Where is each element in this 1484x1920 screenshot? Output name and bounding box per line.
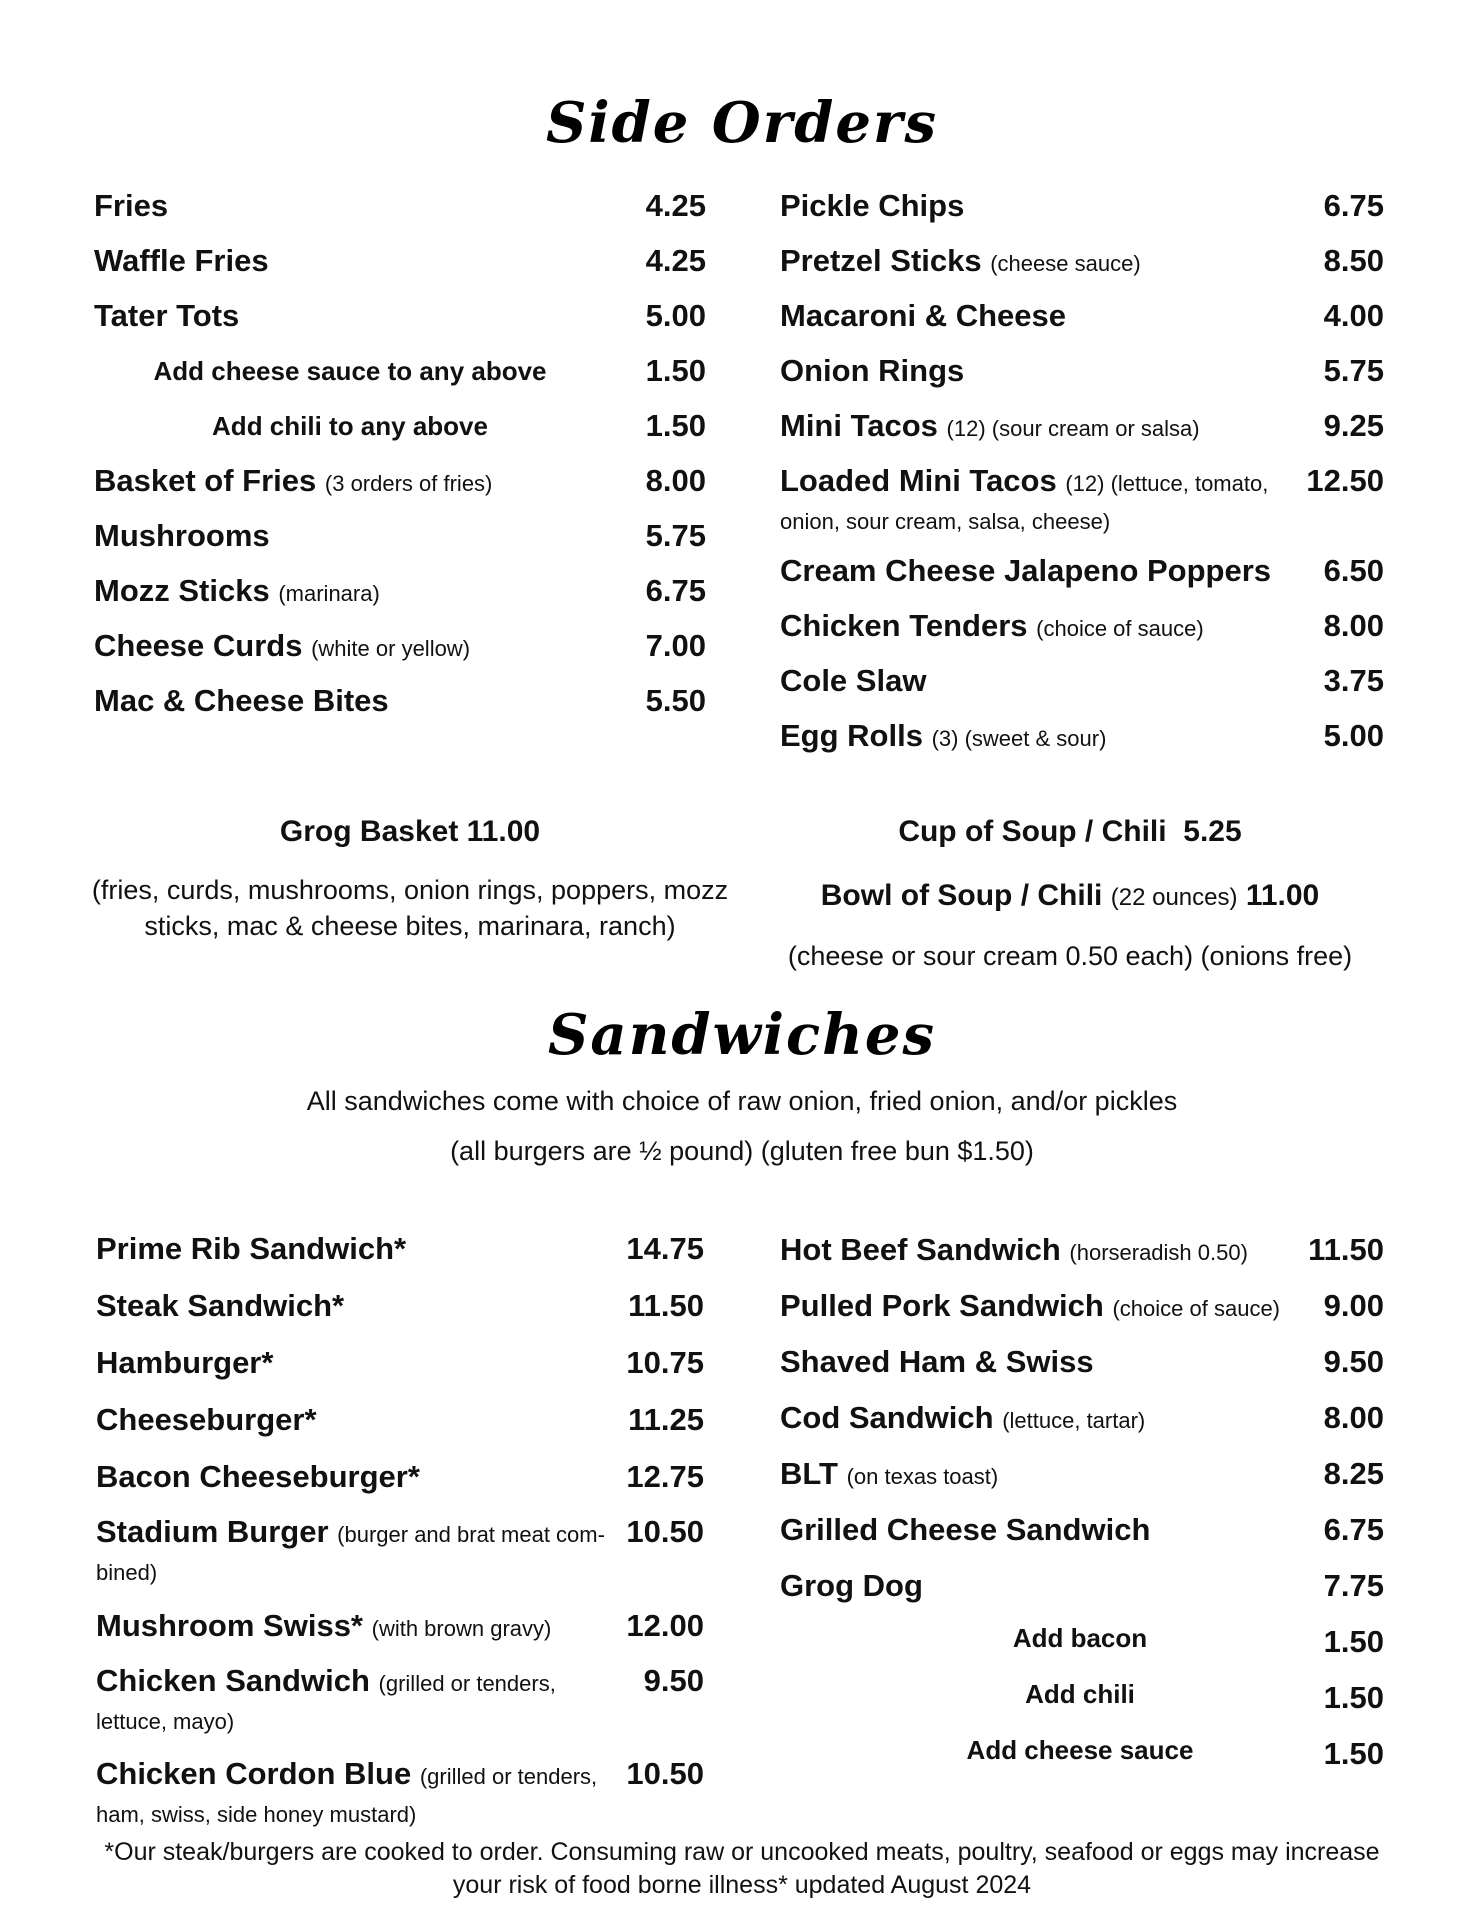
item-note-continued: lettuce, mayo) [96, 1709, 235, 1734]
item-note: (choice of sauce) [1112, 1296, 1281, 1321]
item-price: 1.50 [1323, 1736, 1384, 1771]
item-name: Cole Slaw [780, 663, 927, 698]
item-note: (horseradish 0.50) [1069, 1240, 1248, 1265]
item-price: 8.00 [645, 463, 706, 498]
item-note: (3 orders of fries) [324, 471, 493, 496]
footer-line: your risk of food borne illness* updated August 2024 [452, 1871, 1032, 1899]
menu-item [96, 1512, 704, 1606]
menu-item [96, 1606, 704, 1661]
item-price: 9.50 [1323, 1344, 1384, 1379]
item-name: Loaded Mini Tacos (12) (lettuce, tomato, [780, 463, 1269, 498]
menu-item [780, 1286, 1384, 1342]
item-price: 6.75 [1323, 1512, 1384, 1547]
item-name: Chicken Tenders (choice of sauce) [780, 608, 1204, 643]
menu-item [94, 296, 706, 351]
menu-item [94, 241, 706, 296]
item-price: 6.75 [645, 573, 706, 608]
item-name: Pickle Chips [780, 188, 965, 223]
menu-item [780, 1510, 1384, 1566]
item-price: 1.50 [1323, 1680, 1384, 1715]
item-name: Macaroni & Cheese [780, 298, 1066, 333]
item-price: 7.75 [1323, 1568, 1384, 1603]
item-note-continued: ham, swiss, side honey mustard) [96, 1802, 417, 1827]
item-note: (grilled or tenders, [378, 1671, 556, 1696]
item-price: 6.50 [1323, 553, 1384, 588]
soup-extras: (cheese or sour cream 0.50 each) (onions free) [787, 941, 1353, 971]
item-price: 9.25 [1323, 408, 1384, 443]
addon-item [780, 1730, 1384, 1786]
addon-label: Add cheese sauce [966, 1735, 1194, 1765]
item-name: Cod Sandwich (lettuce, tartar) [780, 1400, 1146, 1435]
item-name: Mac & Cheese Bites [94, 683, 389, 718]
item-name: Pretzel Sticks (cheese sauce) [780, 243, 1141, 278]
item-price: 1.50 [1323, 1624, 1384, 1659]
menu-item [96, 1661, 704, 1754]
cup-soup: Cup of Soup / Chili 5.25 [898, 815, 1242, 848]
item-note: (white or yellow) [311, 636, 471, 661]
menu-item [780, 296, 1384, 351]
item-name: Chicken Cordon Blue (grilled or tenders, [96, 1756, 598, 1791]
item-price: 11.25 [628, 1402, 704, 1437]
menu-item [94, 571, 706, 626]
addon-item [94, 351, 706, 406]
addon-item [780, 1618, 1384, 1674]
item-price: 6.75 [1323, 188, 1384, 223]
item-name: Prime Rib Sandwich* [96, 1231, 407, 1266]
item-name: Basket of Fries (3 orders of fries) [94, 463, 493, 498]
item-name: Bacon Cheeseburger* [96, 1459, 420, 1494]
item-name: Mini Tacos (12) (sour cream or salsa) [780, 408, 1200, 443]
addon-label: Add chili to any above [212, 411, 488, 441]
item-name: Cream Cheese Jalapeno Poppers [780, 553, 1272, 588]
item-note: (choice of sauce) [1036, 616, 1204, 641]
item-name: Hamburger* [96, 1345, 274, 1380]
grog-basket-desc: (fries, curds, mushrooms, onion rings, poppers, mozz [91, 875, 729, 905]
sandwiches-left-column [96, 1229, 704, 1844]
item-price: 1.50 [645, 408, 706, 443]
item-price: 9.50 [643, 1663, 704, 1698]
menu-item [780, 186, 1384, 241]
sandwiches-right-column [780, 1230, 1384, 1786]
item-note: (grilled or tenders, [419, 1764, 598, 1789]
item-price: 10.50 [626, 1514, 704, 1549]
addon-item [94, 406, 706, 461]
item-price: 4.25 [645, 188, 706, 223]
item-price: 12.50 [1306, 463, 1384, 498]
item-note: (on texas toast) [846, 1464, 999, 1489]
item-price: 10.75 [626, 1345, 704, 1380]
item-price: 8.25 [1323, 1456, 1384, 1491]
item-name: Waffle Fries [94, 243, 269, 278]
grog-basket-title: Grog Basket 11.00 [279, 815, 541, 848]
item-note: (12) (lettuce, tomato, [1065, 471, 1269, 496]
item-note: (marinara) [278, 581, 380, 606]
item-price: 5.75 [645, 518, 706, 553]
menu-item [94, 626, 706, 681]
item-price: 7.00 [645, 628, 706, 663]
addon-label: Add chili [1025, 1679, 1135, 1709]
footer-disclaimer [60, 1836, 1424, 1902]
item-price: 3.75 [1323, 663, 1384, 698]
menu-item [96, 1400, 704, 1457]
item-name: Grog Dog [780, 1568, 923, 1603]
item-price: 11.50 [1308, 1232, 1384, 1267]
side-orders-right-column [780, 186, 1384, 771]
item-price: 4.25 [645, 243, 706, 278]
item-note: (with brown gravy) [371, 1616, 552, 1641]
item-price: 5.00 [645, 298, 706, 333]
item-price: 8.50 [1323, 243, 1384, 278]
sandwiches-subtitle: All sandwiches come with choice of raw onion, fried onion, and/or pickles [306, 1086, 1178, 1116]
item-name: Cheeseburger* [96, 1402, 317, 1437]
grog-basket [80, 812, 740, 944]
menu-item [780, 606, 1384, 661]
menu-item [780, 406, 1384, 461]
menu-item [94, 516, 706, 571]
item-name: Shaved Ham & Swiss [780, 1344, 1094, 1379]
item-price: 5.75 [1323, 353, 1384, 388]
item-price: 11.50 [628, 1288, 704, 1323]
menu-item [96, 1229, 704, 1286]
item-name: Stadium Burger (burger and brat meat com- [96, 1514, 605, 1549]
menu-item [780, 241, 1384, 296]
menu-item [96, 1754, 704, 1844]
item-price: 5.50 [645, 683, 706, 718]
item-price: 4.00 [1323, 298, 1384, 333]
item-note-continued: onion, sour cream, salsa, cheese) [780, 509, 1111, 534]
menu-item [780, 716, 1384, 771]
item-name: Onion Rings [780, 353, 965, 388]
menu-item [780, 461, 1384, 551]
item-note-continued: bined) [96, 1560, 158, 1585]
item-price: 14.75 [626, 1231, 704, 1266]
grog-basket-desc: sticks, mac & cheese bites, marinara, ranch) [144, 911, 676, 941]
sandwiches-subtitle: (all burgers are ½ pound) (gluten free bun $1.50) [450, 1136, 1034, 1166]
item-name: Mushrooms [94, 518, 270, 553]
side-orders-title: Side Orders [545, 90, 939, 156]
item-note: (12) (sour cream or salsa) [946, 416, 1200, 441]
soup-chili [760, 812, 1380, 974]
menu-item [96, 1457, 704, 1512]
item-price: 5.00 [1323, 718, 1384, 753]
sandwiches-title: Sandwiches [547, 1002, 937, 1068]
addon-label: Add bacon [1012, 1623, 1148, 1653]
item-name: Cheese Curds (white or yellow) [94, 628, 471, 663]
item-price: 9.00 [1323, 1288, 1384, 1323]
menu-item [780, 1230, 1384, 1286]
item-price: 1.50 [645, 353, 706, 388]
menu-item [780, 661, 1384, 716]
item-name: Tater Tots [94, 298, 240, 333]
addon-item [780, 1674, 1384, 1730]
menu-item [780, 1454, 1384, 1510]
item-note: (burger and brat meat com- [337, 1522, 605, 1547]
addon-label: Add cheese sauce to any above [153, 356, 547, 386]
menu-item [780, 551, 1384, 606]
item-name: BLT (on texas toast) [780, 1456, 999, 1491]
item-note: (cheese sauce) [990, 251, 1141, 276]
menu-item [96, 1343, 704, 1400]
menu-item [94, 186, 706, 241]
menu-item [94, 681, 706, 736]
item-name: Pulled Pork Sandwich (choice of sauce) [780, 1288, 1281, 1323]
menu-item [780, 1398, 1384, 1454]
item-name: Mozz Sticks (marinara) [94, 573, 380, 608]
menu-item [780, 1566, 1384, 1618]
item-name: Mushroom Swiss* (with brown gravy) [96, 1608, 552, 1643]
menu-item [96, 1286, 704, 1343]
item-name: Steak Sandwich* [96, 1288, 345, 1323]
item-price: 10.50 [626, 1756, 704, 1791]
side-orders-left-column [94, 186, 706, 736]
item-price: 12.75 [626, 1459, 704, 1494]
item-name: Chicken Sandwich (grilled or tenders, [96, 1663, 556, 1698]
item-name: Hot Beef Sandwich (horseradish 0.50) [780, 1232, 1248, 1267]
item-price: 8.00 [1323, 608, 1384, 643]
item-note: (3) (sweet & sour) [931, 726, 1107, 751]
item-name: Grilled Cheese Sandwich [780, 1512, 1151, 1547]
menu-item [94, 461, 706, 516]
item-name: Egg Rolls (3) (sweet & sour) [780, 718, 1107, 753]
footer-line: *Our steak/burgers are cooked to order. Consuming raw or uncooked meats, poultry, seafood or eggs may increase [104, 1838, 1380, 1866]
bowl-soup: Bowl of Soup / Chili (22 ounces) 11.00 [820, 879, 1320, 912]
item-name: Fries [94, 188, 169, 223]
menu-item [780, 351, 1384, 406]
item-price: 12.00 [626, 1608, 704, 1643]
item-price: 8.00 [1323, 1400, 1384, 1435]
menu-item [780, 1342, 1384, 1398]
item-note: (lettuce, tartar) [1002, 1408, 1146, 1433]
